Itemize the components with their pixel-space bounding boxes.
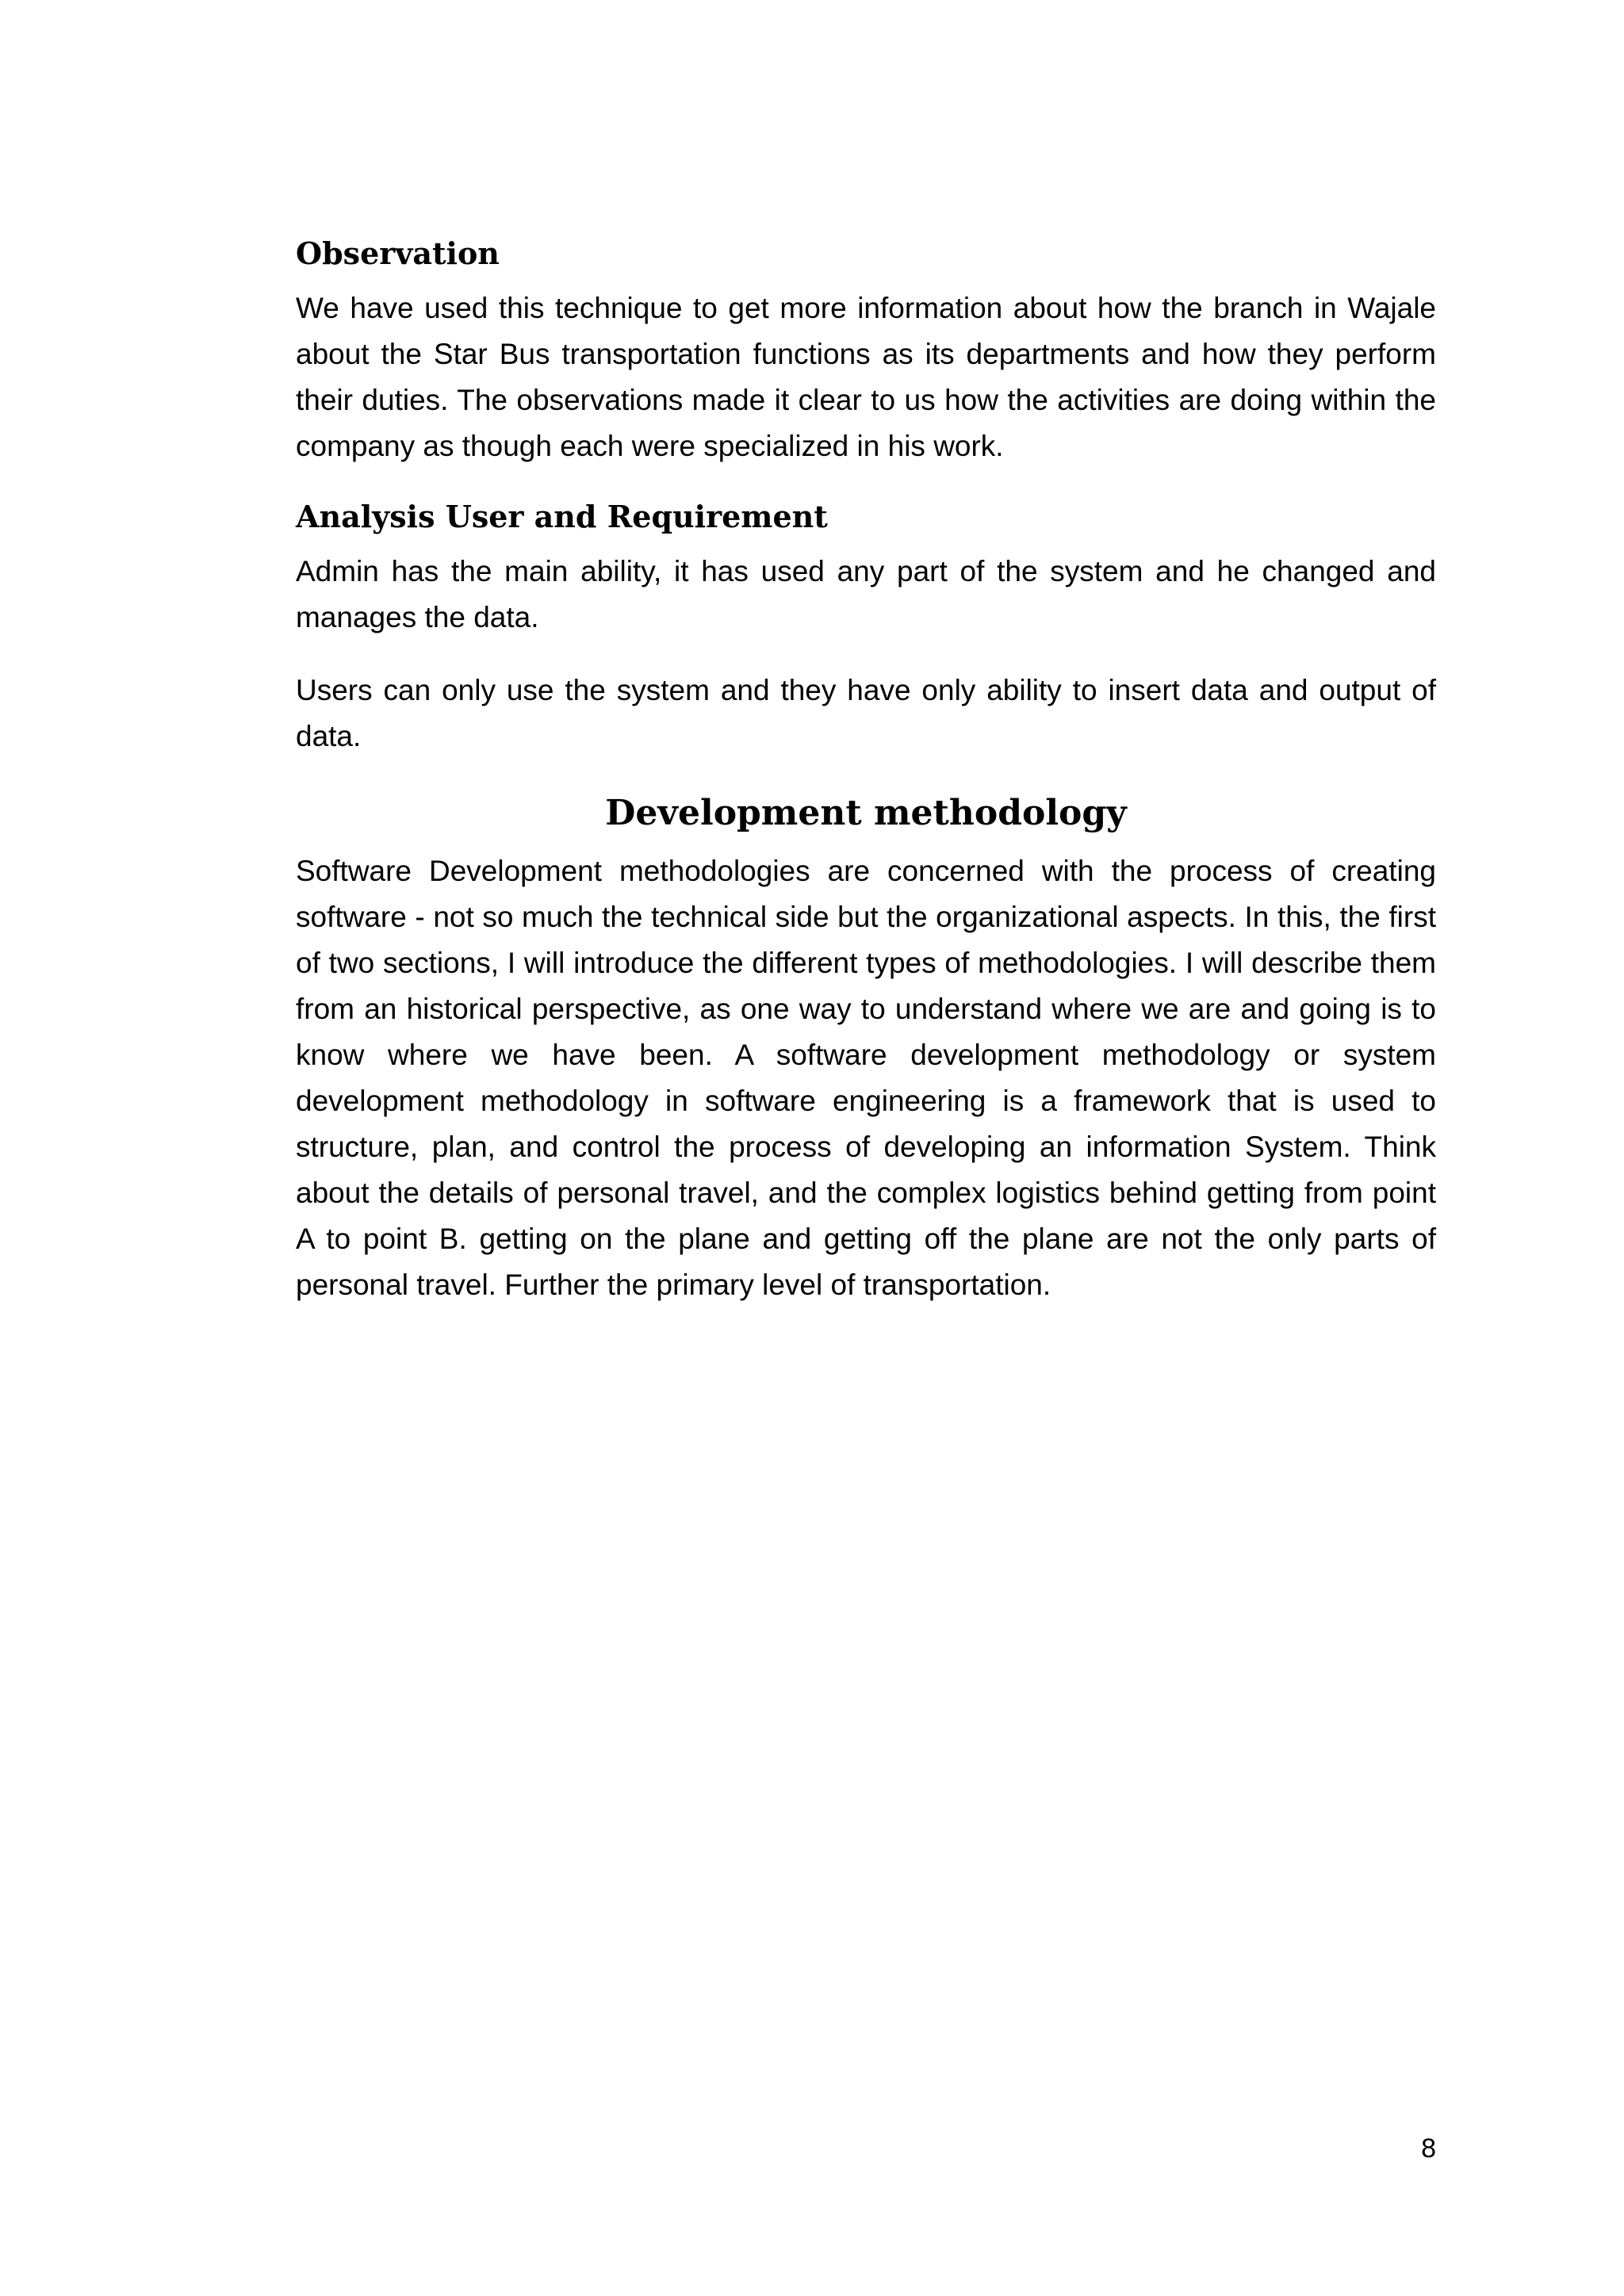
page-number: 8 — [1421, 2133, 1436, 2164]
analysis-users-paragraph: Users can only use the system and they have only ability to insert data and output of data. — [296, 674, 1436, 752]
analysis-admin-paragraph: Admin has the main ability, it has used any part of the system and he changed and manages the data. — [296, 555, 1436, 633]
page-content — [296, 232, 1436, 1308]
development-methodology-heading: Development methodology — [605, 793, 1127, 833]
observation-paragraph: We have used this technique to get more information about how the branch in Wajale about the Star Bus transportation functions as its departments and how they perform their duties. The observations made it clear to us how the activities are doing within the company as though each were specialized in his work. — [296, 292, 1436, 462]
analysis-heading: Analysis User and Requirement — [296, 499, 828, 534]
observation-heading: Observation — [296, 235, 500, 271]
development-methodology-paragraph: Software Development methodologies are concerned with the process of creating software - not so much the technical side but the organizational aspects. In this, the first of two sections, I will introduce the different types of methodologies. I will describe them from an historical perspective, as one way to understand where we are and going is to know where we have been. A software development methodology or system development methodology in software engineering is a framework that is used to structure, plan, and control the process of developing an information System. Think about the details of personal travel, and the complex logistics behind getting from point A to point B. getting on the plane and getting off the plane are not the only parts of personal travel. Further the primary level of transportation. — [296, 855, 1436, 1301]
